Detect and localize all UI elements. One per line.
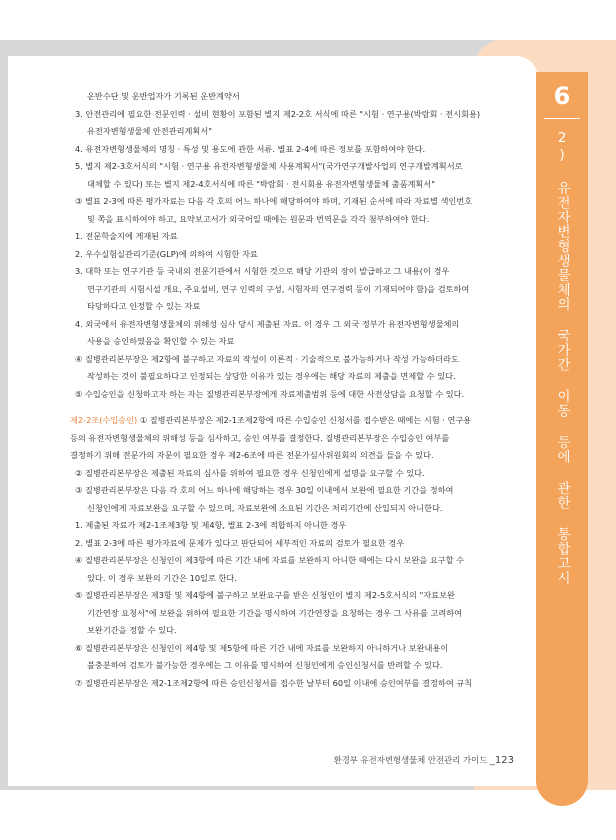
text-line xyxy=(70,193,510,211)
text-line xyxy=(70,517,510,535)
text-line-content: 3. 안전관리에 필요한 전문인력 · 설비 현황이 포함된 별지 제2-2호 서식에 따른 "시험 · 연구용(박람회 · 전시회용) xyxy=(75,108,481,119)
text-line xyxy=(70,570,510,588)
text-line xyxy=(70,535,510,553)
text-line xyxy=(70,657,510,675)
text-line xyxy=(70,228,510,246)
text-line xyxy=(70,263,510,281)
text-line-content: 유전자변형생물체 안전관리계획서" xyxy=(87,126,213,136)
text-line-content: 2. 별표 2-3에 따른 평가자료에 문제가 있다고 판단되어 세부적인 자료의 검토가 필요한 경우 xyxy=(75,537,405,548)
text-line xyxy=(70,158,510,176)
text-line xyxy=(70,211,510,229)
text-line-content: ④ 질병관리본부장은 제2항에 불구하고 자료의 작성이 이론적 · 기술적으로 불가능하거나 작성 가능하더라도 xyxy=(75,353,459,364)
text-line xyxy=(70,482,510,500)
text-line-content: 타당하다고 인정할 수 있는 자료 xyxy=(87,301,201,311)
text-line-content: 있다. 이 경우 보완의 기간은 10일로 한다. xyxy=(87,572,237,583)
text-line xyxy=(70,298,510,316)
text-line-content: 3. 대학 또는 연구기관 등 국내외 전문기관에서 시험한 것으로 해당 기관의 장이 발급하고 그 내용(이 경우 xyxy=(75,266,450,276)
text-line xyxy=(70,605,510,623)
text-line-content: ⑤ 질병관리본부장은 제3항 및 제4항에 불구하고 보완요구를 받은 신청인이 별지 제2-5호서식의 "자료보완 xyxy=(75,590,455,600)
text-line-content: ② 질병관리본부장은 제출된 자료의 심사를 위하여 필요한 경우 신청인에게 설명을 요구할 수 있다. xyxy=(75,467,425,478)
page-footer xyxy=(300,754,514,766)
text-line xyxy=(70,386,510,404)
text-line xyxy=(70,141,510,159)
chapter-divider xyxy=(544,118,580,119)
text-line xyxy=(70,246,510,264)
text-line-content: 사용을 승인하였음을 확인할 수 있는 자료 xyxy=(87,336,235,346)
text-line-content: 및 쪽을 표시하여야 하고, 요약보고서가 외국어일 때에는 원문과 번역문을 각각 첨부하여야 한다. xyxy=(87,213,430,224)
text-line-content: 보완기간을 정할 수 있다. xyxy=(87,625,177,635)
document-body xyxy=(70,88,510,692)
text-line xyxy=(70,500,510,518)
text-line-content: ⑦ 질병관리본부장은 제2-1조제2항에 따른 승인신청서를 접수한 날부터 60일 이내에 승인여부를 결정하여 규칙 xyxy=(75,677,473,688)
text-line-content: 4. 유전자변형생물체의 명칭 · 특성 및 용도에 관한 서류. 별표 2-4에 따른 정보를 포함하여야 한다. xyxy=(75,143,426,154)
text-line xyxy=(70,88,510,106)
text-line-content: ① 질병관리본부장은 제2-1조제2항에 따른 수입승인 신청서를 접수받은 때에는 시험 · 연구용 xyxy=(137,415,472,425)
text-line xyxy=(70,316,510,334)
text-line xyxy=(70,333,510,351)
text-line xyxy=(70,675,510,693)
chapter-tab xyxy=(536,72,588,806)
text-line xyxy=(70,281,510,299)
text-line-content: 1. 제출된 자료가 제2-1조제3항 및 제4항, 별표 2-3에 적합하지 아니한 경우 xyxy=(75,520,347,530)
text-line-content: 대체할 수 있다) 또는 별지 제2-4호서식에 따른 "박람회 · 전시회용 유전자변형생물체 출품계획서" xyxy=(87,178,435,189)
text-line-content: ④ 질병관리본부장은 신청인이 제3항에 따른 기간 내에 자료를 보완하지 아니한 때에는 다시 보완을 요구할 수 xyxy=(75,555,465,565)
text-line-content: 연구기관의 시험시설 개요, 주요설비, 연구 인력의 구성, 시험자의 연구경력 등이 기재되어야 함)을 검토하여 xyxy=(87,283,470,294)
text-line xyxy=(70,587,510,605)
text-line xyxy=(70,176,510,194)
text-line-content: 운반수단 및 운반업자가 기록된 운반계약서 xyxy=(87,91,240,101)
text-line xyxy=(70,368,510,386)
text-line xyxy=(70,412,510,430)
text-line-content: ③ 질병관리본부장은 다음 각 호의 어느 하나에 해당하는 경우 30일 이내에서 보완에 필요한 기간을 정하여 xyxy=(75,485,454,495)
text-line xyxy=(70,640,510,658)
text-line xyxy=(70,552,510,570)
text-line-content: 4. 외국에서 유전자변형생물체의 위해성 심사 당시 제출된 자료. 이 경우 그 외국 정부가 유전자변형생물체의 xyxy=(75,318,460,329)
text-line-content: ③ 별표 2-3에 따른 평가자료는 다음 각 호의 어느 하나에 해당하여야 하며, 기재된 순서에 따라 자료별 색인번호 xyxy=(75,196,473,206)
text-line-content: 결정하기 위해 전문가의 자문이 필요한 경우 제2-6조에 따른 전문가심사위원회의 의견을 들을 수 있다. xyxy=(70,450,434,460)
page-number: _123 xyxy=(489,755,514,766)
text-line xyxy=(70,430,510,448)
text-line xyxy=(70,351,510,369)
chapter-number: 6 xyxy=(553,82,571,110)
article-heading: 제2-2조(수입승인) xyxy=(70,415,138,425)
text-line-content: ⑥ 질병관리본부장은 신청인이 제4항 및 제5항에 따른 기간 내에 자료를 보완하지 아니하거나 보완내용이 xyxy=(75,642,449,653)
text-line xyxy=(70,622,510,640)
text-line-content: 기간연장 요청서"에 보완을 위하여 필요한 기간을 명시하여 기간연장을 요청하는 경우 그 사유를 고려하여 xyxy=(87,607,463,618)
text-line xyxy=(70,123,510,141)
chapter-title: 2) 유전자변형생물체의 국가간 이동 등에 관한 통합고시 xyxy=(554,130,570,585)
footer-title: 환경부 유전자변형생물체 안전관리 가이드 xyxy=(333,755,488,765)
text-line xyxy=(70,106,510,124)
text-line-content: 신청인에게 자료보완을 요구할 수 있으며, 자료보완에 소요된 기간은 처리기간에 산입되지 아니한다. xyxy=(87,502,443,513)
text-line-content: ⑤ 수입승인을 신청하고자 하는 자는 질병관리본부장에게 자료제출범위 등에 대한 사전상담을 요청할 수 있다. xyxy=(75,388,465,399)
text-line-content: 2. 우수실험실관리기준(GLP)에 의하여 시험한 자료 xyxy=(75,248,258,259)
text-line-content: 작성하는 것이 불필요하다고 인정되는 상당한 이유가 있는 경우에는 해당 자료의 제출을 면제할 수 있다. xyxy=(87,371,456,381)
text-line-content: 등의 유전자변형생물체의 위해성 등을 심사하고, 승인 여부를 결정한다. 질병관리본부장은 수입승인 여부를 xyxy=(70,432,450,443)
text-line xyxy=(70,465,510,483)
text-line-content: 불충분하여 검토가 불가능한 경우에는 그 이유를 명시하여 신청인에게 승인신청서를 반려할 수 있다. xyxy=(87,660,443,670)
text-line-content: 1. 전문학술지에 게재된 자료 xyxy=(75,231,178,241)
text-line-content: 5. 별지 제2-3호서식의 "시험 · 연구용 유전자변형생물체 사용계획서"(국가연구개발사업의 연구개발계획서로 xyxy=(75,161,463,171)
text-line xyxy=(70,447,510,465)
